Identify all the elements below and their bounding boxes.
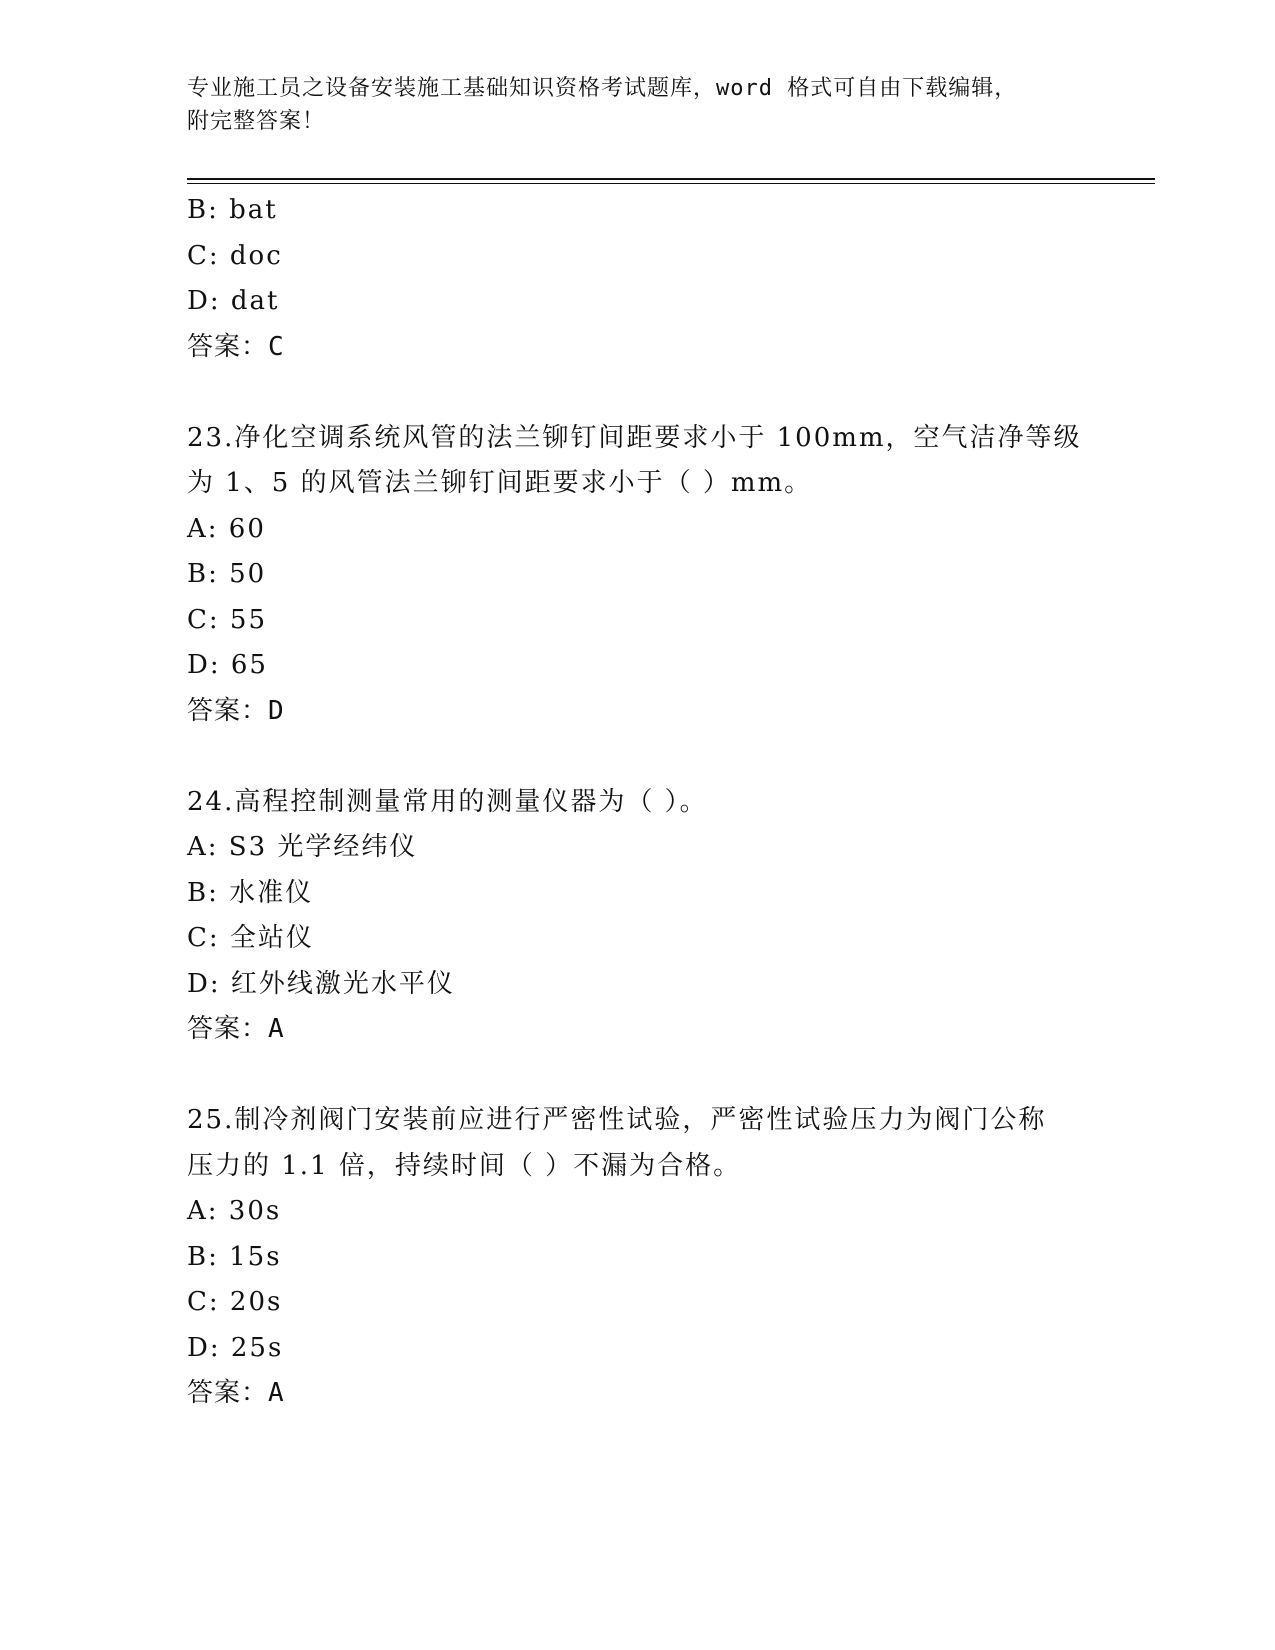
option-c: C: doc (187, 240, 283, 271)
option-d: D: 65 (187, 650, 268, 680)
question-text-line: 压力的 1.1 倍，持续时间（ ）不漏为合格。 (187, 1150, 742, 1181)
option-b: B: 50 (187, 559, 267, 589)
option-b: B: bat (187, 195, 278, 225)
option-a: A: S3 光学经纬仪 (187, 832, 418, 862)
option-d: D: 红外线激光水平仪 (187, 968, 455, 999)
option-c: C: 20s (187, 1287, 283, 1317)
answer-line: 答案：D (187, 695, 285, 726)
question-text-line: 为 1、5 的风管法兰铆钉间距要求小于（ ）mm。 (187, 468, 813, 498)
option-d: D: dat (187, 286, 280, 316)
question-22-tail (187, 188, 1087, 370)
header-line-2: 附完整答案！ (187, 109, 326, 134)
question-list (187, 188, 1087, 1417)
question-23 (187, 416, 1087, 735)
option-b: B: 15s (187, 1241, 282, 1272)
question-text-line: 23.净化空调系统风管的法兰铆钉间距要求小于 100mm，空气洁净等级 (187, 422, 1082, 453)
header-line-1: 专业施工员之设备安装施工基础知识资格考试题库，word 格式可自由下载编辑， (187, 76, 1018, 101)
question-text-line: 25.制冷剂阀门安装前应进行严密性试验，严密性试验压力为阀门公称 (187, 1105, 1047, 1135)
option-a: A: 60 (187, 513, 266, 544)
header-rule-thin (187, 183, 1155, 184)
question-25 (187, 1098, 1087, 1417)
option-c: C: 55 (187, 604, 268, 635)
answer-line: 答案：A (187, 1378, 285, 1408)
option-c: C: 全站仪 (187, 923, 314, 953)
answer-line: 答案：A (187, 1014, 285, 1044)
option-b: B: 水准仪 (187, 877, 314, 908)
header-rule-thick (187, 178, 1155, 180)
answer-line: 答案：C (187, 331, 285, 362)
option-d: D: 25s (187, 1332, 284, 1363)
option-a: A: 30s (187, 1196, 282, 1226)
question-text-line: 24.高程控制测量常用的测量仪器为（ ）。 (187, 786, 708, 817)
question-24 (187, 780, 1087, 1053)
document-header (187, 72, 1087, 138)
